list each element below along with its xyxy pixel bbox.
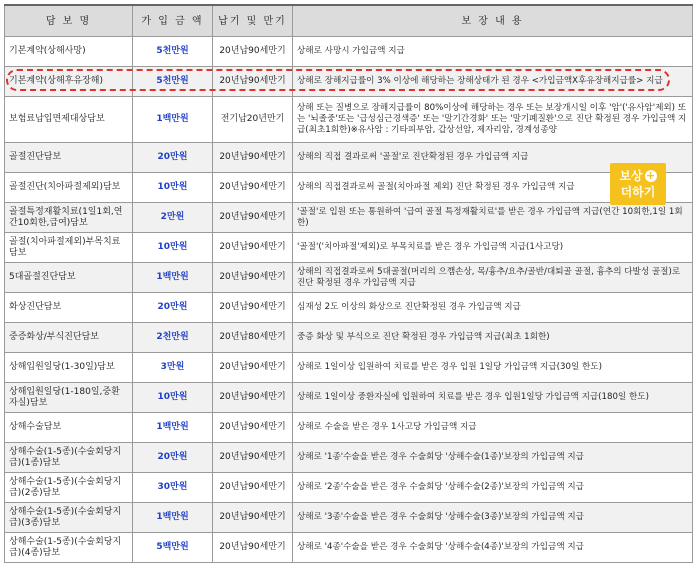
- description-cell: 상해로 1일이상 중환자실에 입원하여 치료를 받은 경우 입원1일당 가입금액 지급(180일 한도): [293, 383, 693, 413]
- description-cell: 상해로 1일이상 입원하여 치료를 받은 경우 입원 1일당 가입금액 지급(30일 한도): [293, 353, 693, 383]
- table-row: [5, 173, 693, 203]
- coverage-name-cell: 상해수술담보: [5, 413, 133, 443]
- term-cell: 20년납90세만기: [213, 413, 293, 443]
- table-body: [5, 37, 693, 563]
- table-row: [5, 443, 693, 473]
- amount-cell: 2천만원: [133, 323, 213, 353]
- badge-line1: 보상: [619, 169, 643, 183]
- amount-cell: 1백만원: [133, 263, 213, 293]
- term-cell: 20년납90세만기: [213, 263, 293, 293]
- term-cell: 20년납90세만기: [213, 67, 293, 97]
- description-cell: 상해로 '1종'수술을 받은 경우 수술회당 '상해수술(1종)'보장의 가입금액 지급: [293, 443, 693, 473]
- coverage-name-cell: 상해수술(1-5종)(수술회당지급)(3종)담보: [5, 503, 133, 533]
- coverage-name-cell: 상해입원일당(1-180일,중환자실)담보: [5, 383, 133, 413]
- term-cell: 20년납90세만기: [213, 37, 293, 67]
- term-cell: 20년납90세만기: [213, 443, 293, 473]
- coverage-name-cell: 중증화상/부식진단담보: [5, 323, 133, 353]
- description-cell: '골절'('치아파절'제외)로 부목치료를 받은 경우 가입금액 지급(1사고당): [293, 233, 693, 263]
- table-header-row: [5, 5, 693, 37]
- header-amount: 가 입 금 액: [133, 5, 213, 37]
- description-cell: 상해로 '2종'수술을 받은 경우 수술회당 '상해수술(2종)'보장의 가입금액 지급: [293, 473, 693, 503]
- amount-cell: 20만원: [133, 143, 213, 173]
- description-cell: 상해로 '4종'수술을 받은 경우 수술회당 '상해수술(4종)'보장의 가입금액 지급: [293, 533, 693, 563]
- amount-cell: 20만원: [133, 443, 213, 473]
- amount-cell: 10만원: [133, 383, 213, 413]
- table-row: [5, 67, 693, 97]
- term-cell: 20년납90세만기: [213, 143, 293, 173]
- badge-line2: 더하기: [620, 185, 656, 199]
- header-term: 납기 및 만기: [213, 5, 293, 37]
- table-row: [5, 353, 693, 383]
- amount-cell: 2만원: [133, 203, 213, 233]
- table-row: [5, 293, 693, 323]
- coverage-name-cell: 상해수술(1-5종)(수술회당지급)(1종)담보: [5, 443, 133, 473]
- coverage-name-cell: 골절특정재활치료(1일1회,연간10회한,급여)담보: [5, 203, 133, 233]
- description-cell: 상해의 직접결과로써 5대골절(머리의 으깸손상, 목/흉추/요추/골반/대퇴골 골절, 흉추의 다발성 골절)로 진단 확정된 경우 가입금액 지급: [293, 263, 693, 293]
- table-row: [5, 263, 693, 293]
- coverage-name-cell: 골절진단(치아파절제외)담보: [5, 173, 133, 203]
- term-cell: 20년납90세만기: [213, 203, 293, 233]
- coverage-name-cell: 상해수술(1-5종)(수술회당지급)(4종)담보: [5, 533, 133, 563]
- coverage-name-cell: 상해수술(1-5종)(수술회당지급)(2종)담보: [5, 473, 133, 503]
- amount-cell: 30만원: [133, 473, 213, 503]
- table-row: [5, 97, 693, 143]
- table-row: [5, 143, 693, 173]
- description-cell: 상해로 장해지급률이 3% 이상에 해당하는 장해상태가 된 경우 <가입금액X후유장해지급률> 지급: [293, 67, 693, 97]
- description-cell: 상해의 직접 결과로써 '골절'로 진단확정된 경우 가입금액 지급: [293, 143, 693, 173]
- term-cell: 20년납90세만기: [213, 293, 293, 323]
- amount-cell: 1백만원: [133, 413, 213, 443]
- amount-cell: 5천만원: [133, 67, 213, 97]
- description-cell: 상해 또는 질병으로 장해지급률이 80%이상에 해당하는 경우 또는 보장개시일 이후 '암'('유사암'제외) 또는 '뇌졸중'또는 '급성심근경색증' 또는 '말기간경화' 또는 '말기폐질환'으로 진단 확정된 경우 가입금액 지급(최초1회한)※유사암 : 기타피부암, 갑상선암, 제자리암, 경계성종양: [293, 97, 693, 143]
- table-row: [5, 383, 693, 413]
- coverage-name-cell: 5대골절진단담보: [5, 263, 133, 293]
- term-cell: 20년납90세만기: [213, 473, 293, 503]
- description-cell: 상해로 '3종'수술을 받은 경우 수술회당 '상해수술(3종)'보장의 가입금액 지급: [293, 503, 693, 533]
- coverage-name-cell: 상해입원일당(1-30일)담보: [5, 353, 133, 383]
- description-cell: 상해의 직접결과로써 골절(치아파절 제외) 진단 확정된 경우 가입금액 지급: [293, 173, 693, 203]
- amount-cell: 10만원: [133, 233, 213, 263]
- coverage-name-cell: 골절진단담보: [5, 143, 133, 173]
- term-cell: 20년납90세만기: [213, 173, 293, 203]
- header-coverage-name: 담 보 명: [5, 5, 133, 37]
- coverage-name-cell: 화상진단담보: [5, 293, 133, 323]
- description-cell: 중증 화상 및 부식으로 진단 확정된 경우 가입금액 지급(최초 1회한): [293, 323, 693, 353]
- term-cell: 20년납90세만기: [213, 233, 293, 263]
- amount-cell: 10만원: [133, 173, 213, 203]
- term-cell: 20년납90세만기: [213, 503, 293, 533]
- plus-icon: +: [645, 169, 656, 182]
- coverage-name-cell: 골절(치아파절제외)부목치료담보: [5, 233, 133, 263]
- coverage-name-cell: 기본계약(상해후유장해): [5, 67, 133, 97]
- amount-cell: 5천만원: [133, 37, 213, 67]
- description-cell: 상해로 사망시 가입금액 지급: [293, 37, 693, 67]
- amount-cell: 5백만원: [133, 533, 213, 563]
- coverage-name-cell: 기본계약(상해사망): [5, 37, 133, 67]
- amount-cell: 3만원: [133, 353, 213, 383]
- term-cell: 전기납20년만기: [213, 97, 293, 143]
- table-row: [5, 233, 693, 263]
- bonus-badge[interactable]: [610, 163, 666, 205]
- term-cell: 20년납90세만기: [213, 353, 293, 383]
- term-cell: 20년납90세만기: [213, 533, 293, 563]
- table-row: [5, 323, 693, 353]
- term-cell: 20년납90세만기: [213, 383, 293, 413]
- table-row: [5, 473, 693, 503]
- table-row: [5, 203, 693, 233]
- description-cell: '골절'로 입원 또는 통원하여 '급여 골절 특정재활치료'를 받은 경우 가입금액 지급(연간 10회한,1일 1회한): [293, 203, 693, 233]
- amount-cell: 20만원: [133, 293, 213, 323]
- table-row: [5, 413, 693, 443]
- description-cell: 상해로 수술을 받은 경우 1사고당 가입금액 지급: [293, 413, 693, 443]
- term-cell: 20년납80세만기: [213, 323, 293, 353]
- table-row: [5, 533, 693, 563]
- amount-cell: 1백만원: [133, 503, 213, 533]
- table-row: [5, 37, 693, 67]
- amount-cell: 1백만원: [133, 97, 213, 143]
- coverage-name-cell: 보험료납입면제대상담보: [5, 97, 133, 143]
- table-row: [5, 503, 693, 533]
- coverage-table: [4, 4, 693, 563]
- description-cell: 심재성 2도 이상의 화상으로 진단확정된 경우 가입금액 지급: [293, 293, 693, 323]
- header-description: 보 장 내 용: [293, 5, 693, 37]
